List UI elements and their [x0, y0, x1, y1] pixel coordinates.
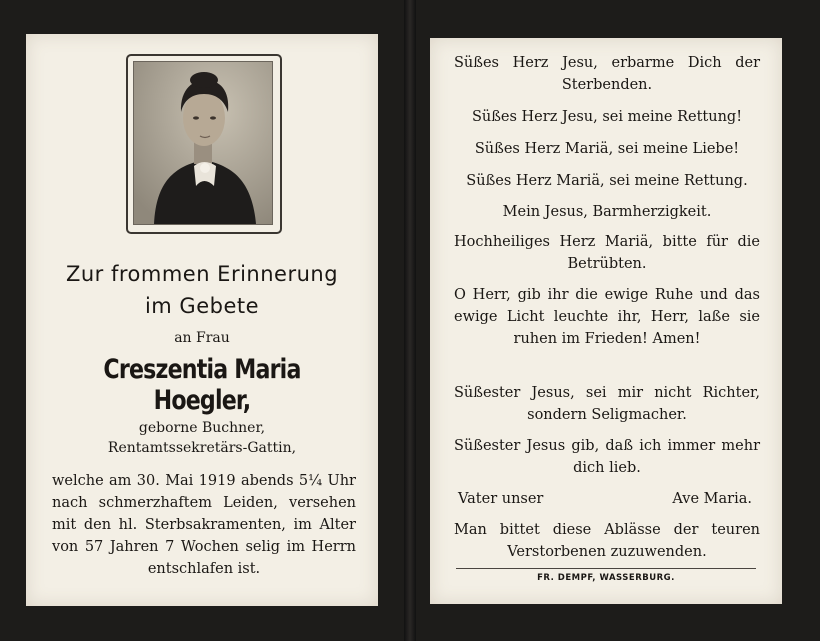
portrait-frame	[126, 54, 282, 234]
title-line-2: im Gebete	[144, 294, 260, 318]
ave-maria: Ave Maria.	[672, 491, 752, 507]
prayer-6: Hochheiliges Herz Mariä, bitte für die Betrübten.	[454, 234, 760, 272]
prayer-4: Süßes Herz Mariä, sei meine Rettung.	[466, 173, 748, 189]
prayer-2: Süßes Herz Jesu, sei meine Rettung!	[471, 109, 743, 125]
right-panel	[430, 38, 782, 604]
an-frau: an Frau	[174, 330, 230, 346]
vater-unser: Vater unser	[458, 491, 544, 507]
divider-rule	[456, 568, 756, 569]
printer-credit: FR. DEMPF, WASSERBURG.	[537, 573, 675, 583]
prayer-3: Süßes Herz Mariä, sei meine Liebe!	[474, 141, 740, 157]
prayer-5: Mein Jesus, Barmherzigkeit.	[502, 204, 712, 220]
maiden-name: geborne Buchner,	[138, 420, 266, 436]
card-fold	[404, 0, 416, 641]
prayer-1: Süßes Herz Jesu, erbarme Dich der Sterbenden.	[454, 55, 760, 93]
closing-request: Man bittet diese Ablässe der teuren Verstorbenen zuzuwenden.	[454, 522, 760, 560]
portrait-photo	[133, 61, 273, 225]
prayer-8: Süßester Jesus, sei mir nicht Richter, sondern Seligmacher.	[454, 385, 760, 423]
prayer-9: Süßester Jesus gib, daß ich immer mehr dich lieb.	[454, 438, 760, 476]
occupation: Rentamtssekretärs-Gattin,	[107, 440, 297, 456]
deceased-name: Creszentia Maria Hoegler,	[103, 354, 301, 416]
prayer-7: O Herr, gib ihr die ewige Ruhe und das ewige Licht leuchte ihr, Herr, laße sie ruhen im Frieden! Amen!	[454, 287, 760, 347]
title-line-1: Zur frommen Erinnerung	[65, 262, 339, 286]
death-notice-paragraph: welche am 30. Mai 1919 abends 5¼ Uhr nach schmerzhaftem Leiden, versehen mit den hl. Sterbsakramenten, im Alter von 57 Jahren 7 Wochen selig im Herrn entschlafen ist.	[52, 473, 356, 577]
left-panel	[26, 34, 378, 606]
